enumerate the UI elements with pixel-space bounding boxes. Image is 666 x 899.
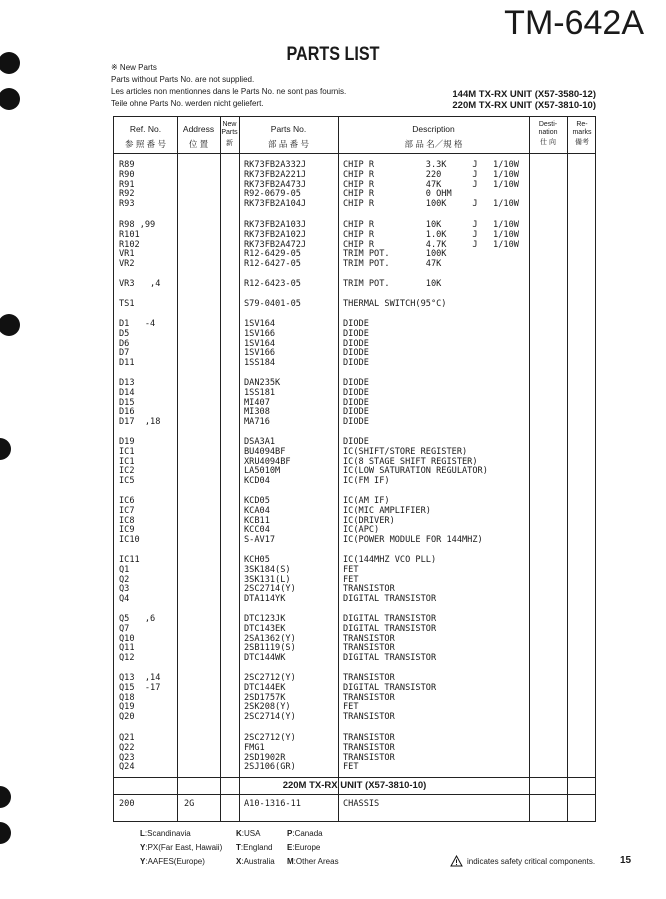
header-parts: Parts	[221, 129, 238, 136]
safety-note: indicates safety critical components.	[467, 857, 596, 866]
binder-hole	[0, 88, 20, 110]
group-ref-cell: IC11 Q1 Q2 Q3 Q4	[119, 555, 140, 605]
group-parts-cell: 2SC2712(Y) DTC144EK 2SD1757K 2SK208(Y) 2SC2714(Y)	[244, 673, 296, 723]
header-remarks-jp: 備考	[575, 139, 589, 146]
group-ref-cell: VR3 ,4	[119, 279, 161, 289]
group-ref-cell: IC6 IC7 IC8 IC9 IC10	[119, 496, 140, 546]
binder-hole	[0, 314, 20, 336]
header-address: Address	[182, 124, 215, 134]
header-parts-no: Parts No.	[270, 124, 307, 134]
legend-item: T:England	[236, 843, 273, 852]
note-en: Parts without Parts No. are not supplied.	[111, 75, 255, 84]
group-ref-cell: D19 IC1 IC1 IC2 IC5	[119, 437, 135, 487]
group-desc-cell: DIODE DIODE DIODE DIODE DIODE	[343, 319, 369, 369]
group-parts-cell: DSA3A1 BU4094BF XRU4094BF LA5010M KCD04	[244, 437, 291, 487]
group-desc-cell: TRANSISTOR TRANSISTOR TRANSISTOR FET	[343, 733, 395, 773]
binder-hole	[0, 822, 11, 844]
group-ref-cell: R89 R90 R91 R92 R93	[119, 160, 135, 210]
group-parts-cell: RK73FB2A332J RK73FB2A221J RK73FB2A473J R92-0679-05 RK73FB2A104J	[244, 160, 307, 210]
group-desc-cell: TRIM POT. 10K	[343, 279, 442, 289]
group-parts-cell: 1SV164 1SV166 1SV164 1SV166 1SS184	[244, 319, 276, 369]
group-parts-cell: S79-0401-05	[244, 299, 301, 309]
group-ref-cell: D1 -4 D5 D6 D7 D11	[119, 319, 156, 369]
page-number: 15	[620, 855, 632, 866]
group-desc-cell: CHIP R 10K J 1/10W CHIP R 1.0K J 1/10W CHIP R 4.7K J 1/10W TRIM POT. 100K TRIM POT. 47K	[343, 220, 519, 270]
note-fr: Les articles non mentionnes dans le Parts No. ne sont pas fournis.	[111, 87, 347, 96]
group-parts-cell: KCH05 3SK184(S) 3SK131(L) 2SC2714(Y) DTA114YK	[244, 555, 296, 605]
sub-row-parts: A10-1316-11	[244, 799, 301, 809]
sub-row-ref: 200	[119, 799, 135, 809]
header-destination-2: nation	[538, 129, 558, 136]
sub-row-desc: CHASSIS	[343, 799, 380, 809]
note-de: Teile ohne Parts No. werden nicht geliefert.	[111, 99, 264, 108]
group-desc-cell: DIODE DIODE DIODE DIODE DIODE	[343, 378, 369, 428]
group-parts-cell: KCD05 KCA04 KCB11 KCC04 S-AV17	[244, 496, 276, 546]
legend-item: P:Canada	[287, 829, 323, 838]
header-address-jp: 位 置	[188, 139, 209, 149]
group-desc-cell: IC(144MHZ VCO PLL) FET FET TRANSISTOR DIGITAL TRANSISTOR	[343, 555, 437, 605]
group-desc-cell: THERMAL SWITCH(95°C)	[343, 299, 447, 309]
group-ref-cell: Q13 ,14 Q15 -17 Q18 Q19 Q20	[119, 673, 161, 723]
header-destination: Desti-	[538, 121, 558, 128]
binder-hole	[0, 52, 20, 74]
header-description: Description	[412, 124, 455, 134]
header-description-jp: 部 品 名／規 格	[404, 139, 463, 149]
legend-item: E:Europe	[287, 843, 321, 852]
page-title: PARTS LIST	[286, 44, 380, 65]
binder-hole	[0, 438, 11, 460]
legend-item: M:Other Areas	[287, 857, 339, 866]
group-ref-cell: TS1	[119, 299, 135, 309]
model-title: TM-642A	[504, 4, 644, 42]
legend-item: Y:PX(Far East, Hawaii)	[140, 843, 223, 852]
group-parts-cell: R12-6423-05	[244, 279, 301, 289]
note-new-parts: ※ New Parts	[111, 63, 157, 72]
group-desc-cell: DIGITAL TRANSISTOR DIGITAL TRANSISTOR TRANSISTOR TRANSISTOR DIGITAL TRANSISTOR	[343, 614, 437, 664]
header-remarks-2: marks	[572, 129, 592, 136]
group-parts-cell: DAN235K 1SS181 MI407 MI308 MA716	[244, 378, 281, 428]
header-remarks: Re-	[576, 121, 588, 128]
header-new-jp: 新	[226, 140, 233, 147]
legend-item: K:USA	[236, 829, 261, 838]
unit-144m: 144M TX-RX UNIT (X57-3580-12)	[452, 89, 596, 100]
group-desc-cell: CHIP R 3.3K J 1/10W CHIP R 220 J 1/10W CHIP R 47K J 1/10W CHIP R 0 OHM CHIP R 100K J 1/10W	[343, 160, 519, 210]
header-parts-no-jp: 部 品 番 号	[267, 139, 310, 149]
parts-table	[113, 116, 596, 822]
group-ref-cell: Q5 ,6 Q7 Q10 Q11 Q12	[119, 614, 156, 664]
group-desc-cell: TRANSISTOR DIGITAL TRANSISTOR TRANSISTOR FET TRANSISTOR	[343, 673, 437, 723]
group-parts-cell: RK73FB2A103J RK73FB2A102J RK73FB2A472J R12-6429-05 R12-6427-05	[244, 220, 307, 270]
group-ref-cell: R98 ,99 R101 R102 VR1 VR2	[119, 220, 156, 270]
header-ref-no: Ref. No.	[129, 124, 162, 134]
group-desc-cell: DIODE IC(SHIFT/STORE REGISTER) IC(8 STAGE SHIFT REGISTER) IC(LOW SATURATION REGULATOR) IC(FM IF)	[343, 437, 488, 487]
header-destination-jp: 仕 向	[540, 139, 556, 146]
warning-triangle-icon	[450, 855, 463, 867]
group-parts-cell: DTC123JK DTC143EK 2SA1362(Y) 2SB1119(S) DTC144WK	[244, 614, 296, 664]
legend-item: L:Scandinavia	[140, 829, 191, 838]
group-desc-cell: IC(AM IF) IC(MIC AMPLIFIER) IC(DRIVER) IC(APC) IC(POWER MODULE FOR 144MHZ)	[343, 496, 483, 546]
sub-unit-title: 220M TX-RX UNIT (X57-3810-10)	[282, 780, 427, 791]
sub-row-address: 2G	[184, 799, 195, 809]
binder-hole	[0, 786, 11, 808]
group-ref-cell: D13 D14 D15 D16 D17 ,18	[119, 378, 161, 428]
legend-item: Y:AAFES(Europe)	[140, 857, 205, 866]
group-parts-cell: 2SC2712(Y) FMG1 2SD1902R 2SJ106(GR)	[244, 733, 296, 773]
legend-item: X:Australia	[236, 857, 275, 866]
group-ref-cell: Q21 Q22 Q23 Q24	[119, 733, 135, 773]
header-ref-no-jp: 参 照 番 号	[124, 139, 167, 149]
header-new: New	[222, 121, 237, 128]
unit-220m: 220M TX-RX UNIT (X57-3810-10)	[452, 100, 596, 111]
